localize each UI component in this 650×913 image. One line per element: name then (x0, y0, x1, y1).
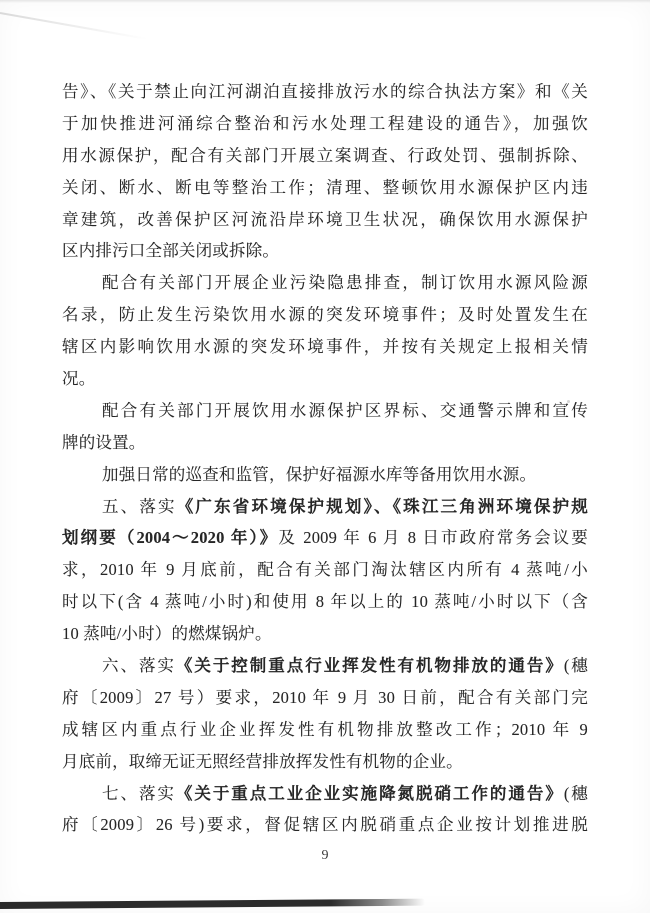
document-text: 名录，防止发生污染饮用水源的突发环境事件；及时处置发生在 (62, 305, 588, 325)
document-body (62, 76, 588, 841)
text-line (62, 459, 588, 491)
document-text: 六、落实 (102, 656, 176, 676)
text-line (62, 267, 588, 299)
document-text: 辖区内影响饮用水源的突发环境事件，并按有关规定上报相关情 (62, 337, 588, 357)
text-line (62, 491, 588, 523)
text-line (62, 554, 588, 586)
document-title-text: 划纲要（2004～2020 年）》 (62, 528, 279, 548)
text-line (62, 809, 588, 841)
text-line (62, 204, 588, 236)
document-text: 区内排污口全部关闭或拆除。 (62, 241, 280, 261)
text-line (62, 714, 588, 746)
text-line (62, 299, 588, 331)
text-line (62, 331, 588, 363)
text-line (62, 108, 588, 140)
document-text: 关闭、断水、断电等整治工作；清理、整顿饮用水源保护区内违 (62, 177, 588, 197)
text-line (62, 172, 588, 204)
text-line (62, 618, 588, 650)
scan-edge-top (0, 0, 650, 3)
document-text: 府〔2009〕27 号）要求，2010 年 9 月 30 日前，配合有关部门完 (62, 687, 588, 707)
document-text: 牌的设置。 (62, 432, 146, 452)
document-text: 告》、《关于禁止向江河湖泊直接排放污水的综合执法方案》和《关 (62, 82, 588, 101)
document-text: 于加快推进河涌综合整治和污水处理工程建设的通告》，加强饮 (62, 113, 588, 133)
document-title-text: 《关于控制重点行业挥发性有机物排放的通告》 (175, 656, 564, 676)
document-text: 求，2010 年 9 月底前，配合有关部门淘汰辖区内所有 4 蒸吨/小 (62, 560, 588, 580)
document-text: 七、落实 (102, 783, 176, 803)
text-line (62, 746, 588, 778)
text-line (62, 363, 588, 395)
text-line (62, 76, 588, 108)
document-text: 及 2009 年 6 月 8 日市政府常务会议要 (278, 528, 588, 548)
document-text: 月底前，取缔无证无照经营排放挥发性有机物的企业。 (62, 751, 463, 771)
text-line (62, 522, 588, 554)
text-line (62, 140, 588, 172)
document-text: 五、落实 (102, 496, 177, 516)
document-text: 10 蒸吨/小时）的燃煤锅炉。 (62, 624, 272, 644)
text-line (62, 650, 588, 682)
document-text: 章建筑，改善保护区河流沿岸环境卫生状况，确保饮用水源保护 (62, 209, 588, 229)
document-text: (穗 (563, 656, 588, 676)
text-line (62, 778, 588, 810)
text-line (62, 586, 588, 618)
scan-smudge (0, 12, 148, 40)
document-text: 配合有关部门开展企业污染隐患排查，制订饮用水源风险源 (102, 273, 588, 293)
document-text: 用水源保护，配合有关部门开展立案调查、行政处罚、强制拆除、 (62, 145, 588, 165)
scan-artifact-band (0, 899, 425, 909)
document-text: (穗 (563, 783, 588, 803)
text-line (62, 427, 588, 459)
document-text: 府〔2009〕26 号)要求，督促辖区内脱硝重点企业按计划推进脱 (62, 815, 588, 835)
text-line (62, 395, 588, 427)
text-line (62, 235, 588, 267)
document-text: 时以下(含 4 蒸吨/小时)和使用 8 年以上的 10 蒸吨/小时以下（含 (62, 592, 588, 612)
document-text: 况。 (62, 369, 96, 389)
document-text: 配合有关部门开展饮用水源保护区界标、交通警示牌和宣传 (102, 400, 588, 420)
page-number: 9 (321, 848, 329, 863)
document-title-text: 《关于重点工业企业实施降氮脱硝工作的通告》 (175, 783, 564, 803)
document-text: 成辖区内重点行业企业挥发性有机物排放整改工作；2010 年 9 (62, 719, 588, 739)
text-line (62, 682, 588, 714)
document-text: 加强日常的巡查和监管，保护好福源水库等备用饮用水源。 (102, 464, 537, 484)
document-title-text: 《广东省环境保护规划》、《珠江三角洲环境保护规 (176, 496, 588, 516)
